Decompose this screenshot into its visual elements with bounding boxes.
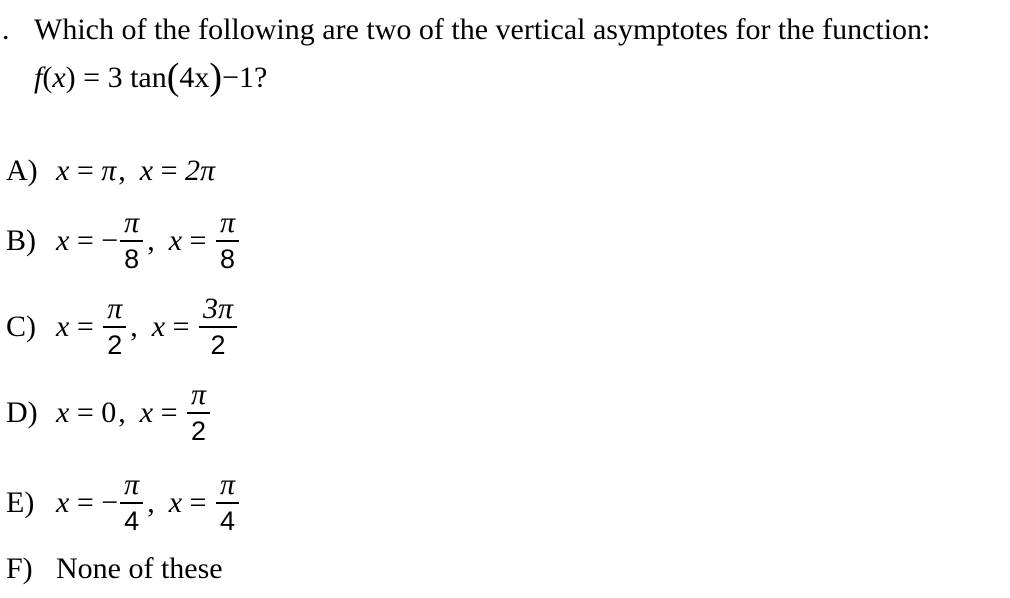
fraction-denominator: 8 xyxy=(219,243,235,274)
fraction-numerator: π xyxy=(124,468,140,501)
function-open-paren: ( xyxy=(42,61,53,94)
option-value: 0 xyxy=(101,395,117,429)
option-equals: = xyxy=(69,223,102,257)
option-equals: = xyxy=(153,154,186,187)
function-arg-close: ) xyxy=(209,56,223,98)
option-lhs: x xyxy=(139,154,154,187)
option-equals: = xyxy=(182,223,214,257)
function-close-paren: ) xyxy=(65,61,76,94)
option-equals: = xyxy=(69,154,102,187)
function-var: x xyxy=(52,61,66,94)
option-fraction xyxy=(199,292,237,362)
option-lhs: x xyxy=(56,485,70,519)
option-fraction xyxy=(120,206,143,276)
fraction-numerator: π xyxy=(191,378,207,411)
function-arg-open: ( xyxy=(166,56,180,98)
option-comma: , xyxy=(147,223,155,257)
option-value: π xyxy=(101,154,117,187)
option-e[interactable] xyxy=(6,468,241,538)
option-f[interactable] xyxy=(6,552,223,586)
option-equals: = xyxy=(182,485,214,519)
option-letter: B) xyxy=(6,223,36,257)
option-lhs: x xyxy=(151,309,166,343)
fraction-denominator: 8 xyxy=(124,243,140,274)
fraction-denominator: 2 xyxy=(210,329,226,360)
function-name: f xyxy=(34,61,43,94)
fraction-numerator: π xyxy=(107,292,123,325)
option-comma: , xyxy=(147,485,155,519)
fraction-denominator: 2 xyxy=(191,415,207,446)
fraction-numerator: π xyxy=(124,206,140,239)
option-minus: − xyxy=(101,223,119,257)
option-text: None of these xyxy=(56,552,223,585)
option-fraction xyxy=(187,378,210,448)
question-number: . xyxy=(2,13,10,46)
option-comma: , xyxy=(118,154,126,187)
option-comma: , xyxy=(118,395,126,429)
option-lhs: x xyxy=(56,223,70,257)
question-function xyxy=(34,58,267,98)
option-equals: = xyxy=(165,309,198,343)
option-a[interactable] xyxy=(6,154,215,188)
option-fraction xyxy=(103,292,126,362)
option-comma: , xyxy=(130,309,138,343)
option-letter: E) xyxy=(6,485,35,519)
option-letter: F) xyxy=(6,552,33,585)
fraction-denominator: 2 xyxy=(107,329,123,360)
fraction-numerator: π xyxy=(219,206,235,239)
option-d[interactable] xyxy=(6,378,212,448)
fraction-denominator: 4 xyxy=(219,505,235,536)
question-text: Which of the following are two of the vertical asymptotes for the function: xyxy=(34,13,931,46)
option-value: 2π xyxy=(185,154,216,187)
option-letter: A) xyxy=(6,154,38,187)
option-fraction xyxy=(216,206,239,276)
option-lhs: x xyxy=(56,309,70,343)
option-equals: = xyxy=(153,395,185,429)
option-lhs: x xyxy=(168,223,183,257)
fraction-numerator: π xyxy=(219,468,235,501)
option-letter: C) xyxy=(6,309,36,343)
option-c[interactable] xyxy=(6,292,239,362)
fraction-denominator: 4 xyxy=(124,505,140,536)
option-equals: = xyxy=(69,485,102,519)
option-lhs: x xyxy=(56,154,70,187)
fraction-numerator: 3π xyxy=(203,292,234,325)
function-tail: −1? xyxy=(222,61,268,94)
function-arg: 4x xyxy=(179,61,210,94)
option-letter: D) xyxy=(6,395,38,429)
option-fraction xyxy=(120,468,143,538)
option-lhs: x xyxy=(139,395,154,429)
option-equals: = xyxy=(69,395,102,429)
option-lhs: x xyxy=(168,485,183,519)
option-minus: − xyxy=(101,485,119,519)
option-fraction xyxy=(216,468,239,538)
option-lhs: x xyxy=(56,395,70,429)
option-equals: = xyxy=(69,309,102,343)
option-b[interactable] xyxy=(6,206,241,276)
function-equals: = 3 tan xyxy=(75,61,167,94)
